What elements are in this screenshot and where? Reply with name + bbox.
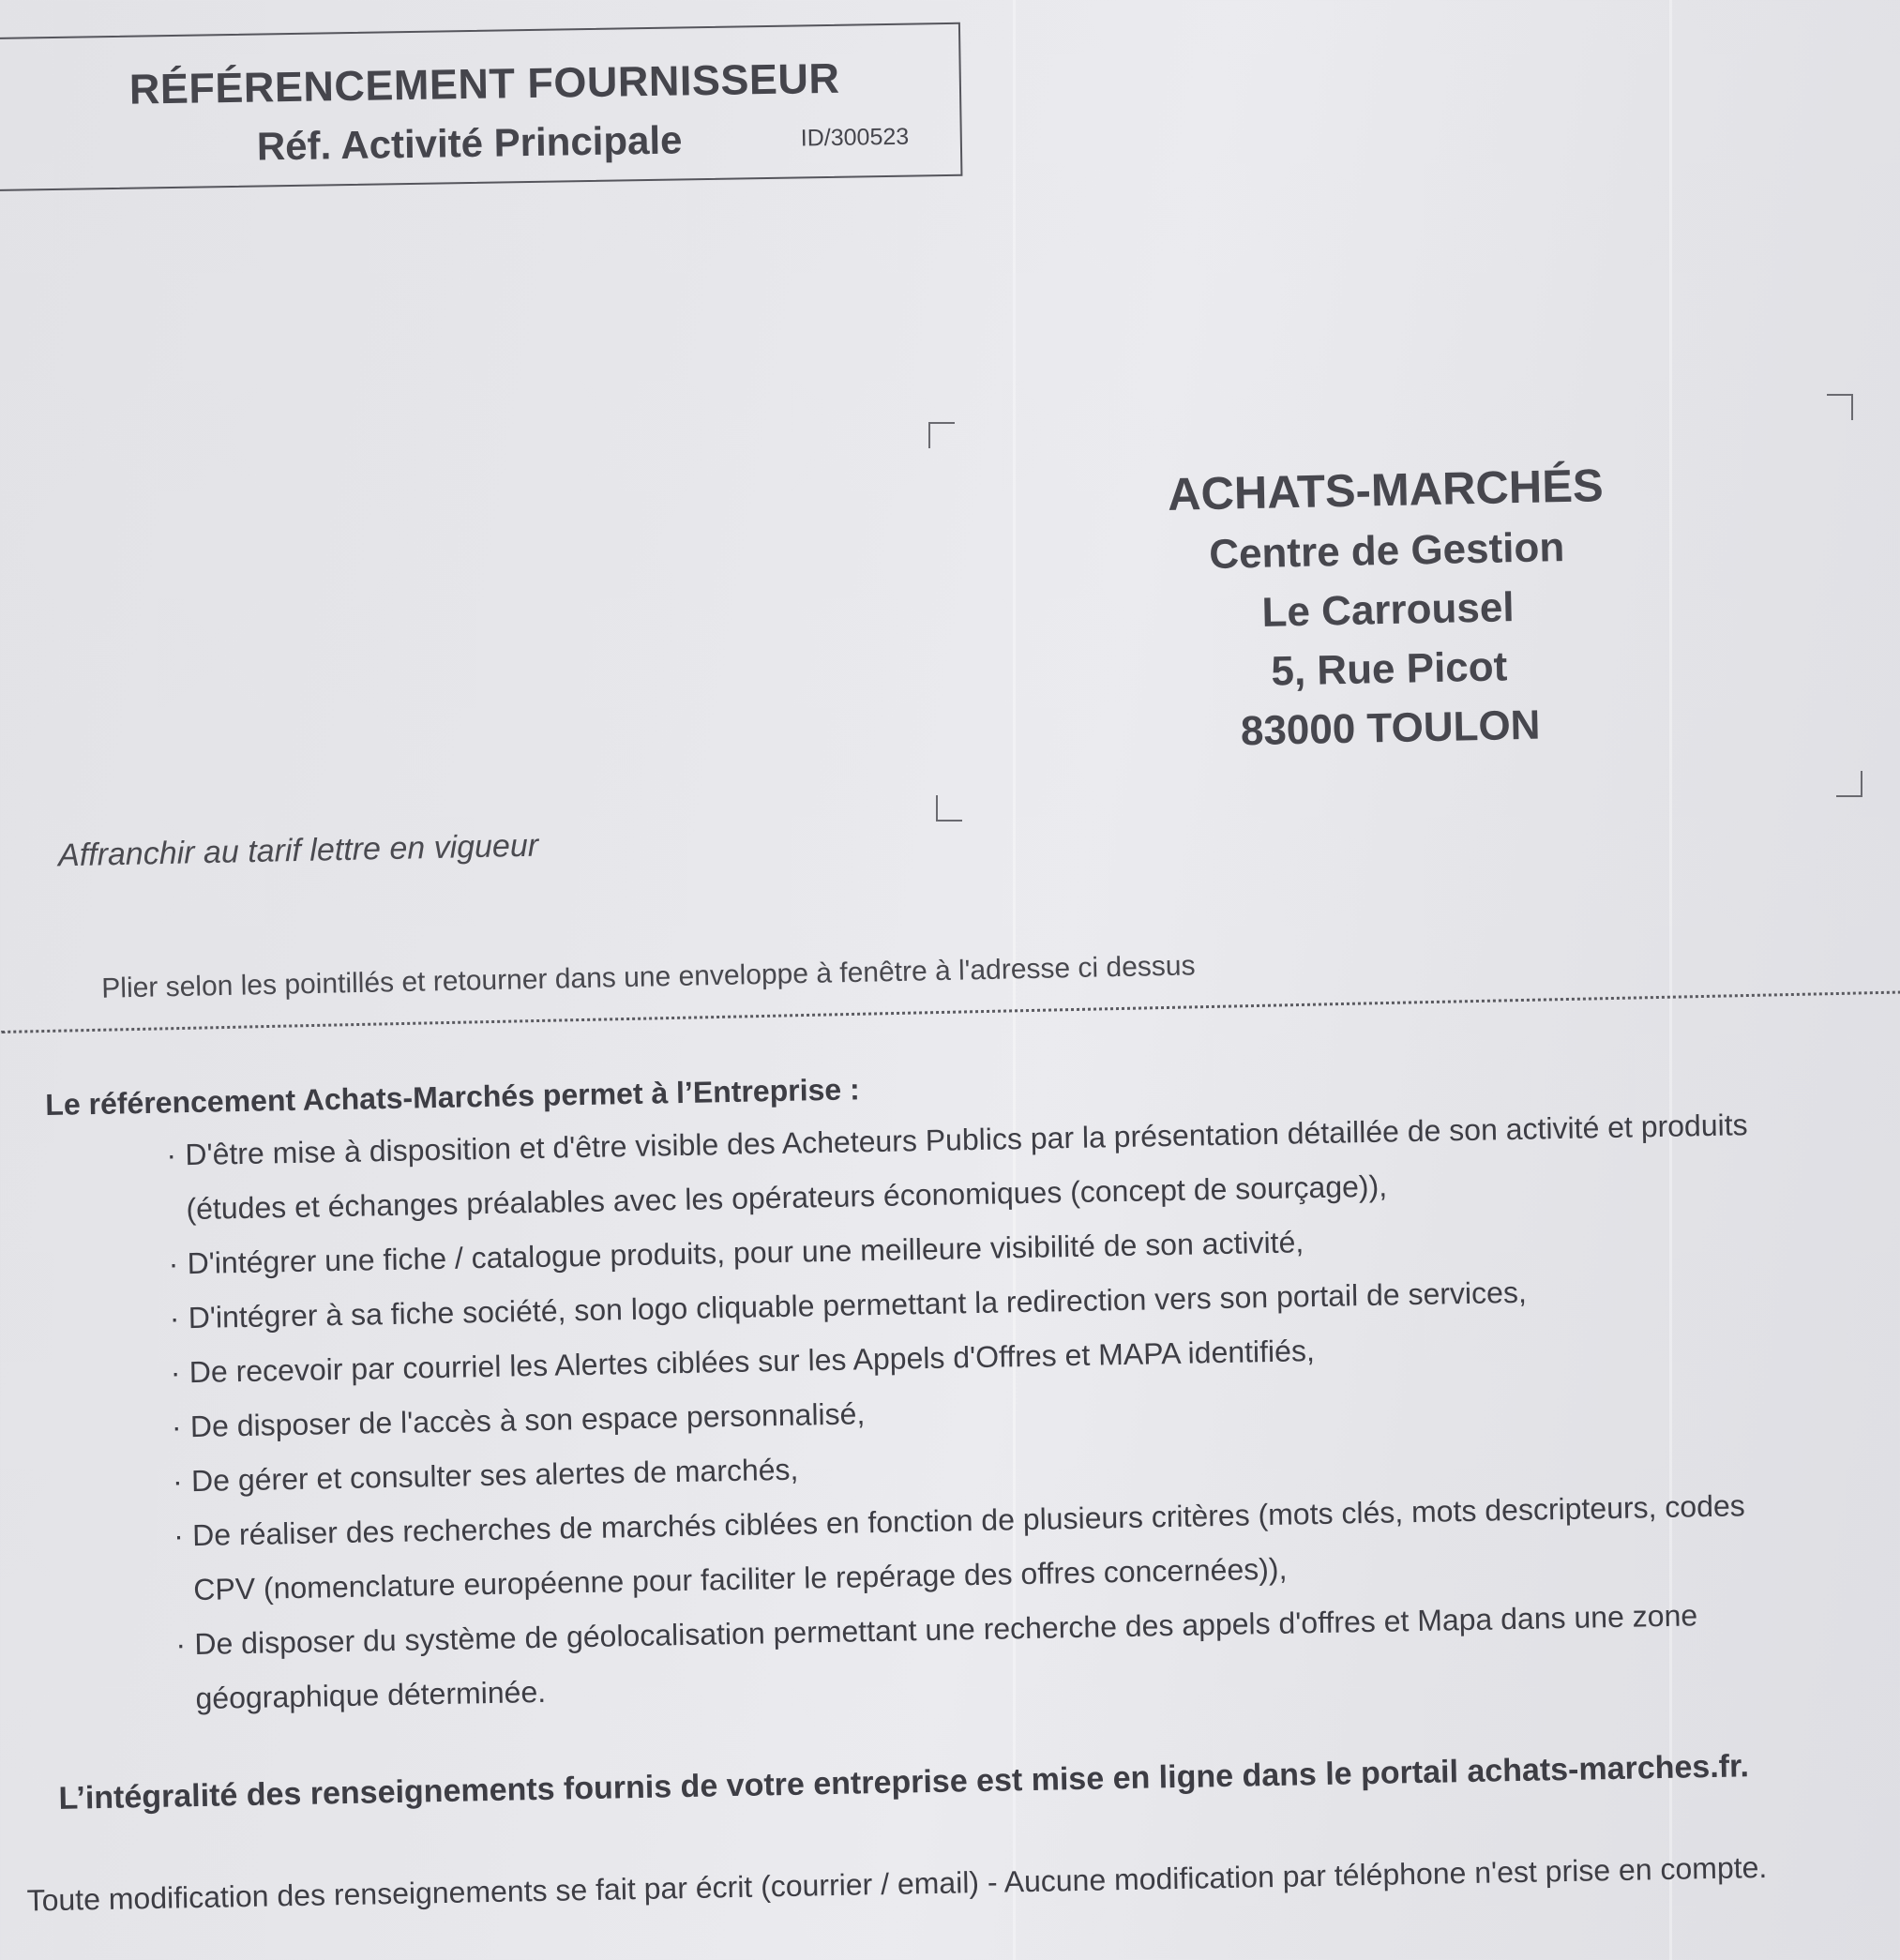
benefit-text: D'intégrer une fiche / catalogue produits, pour une meilleure visibilité de son activité, xyxy=(187,1225,1304,1281)
benefit-text: De recevoir par courriel les Alertes ciblées sur les Appels d'Offres et MAPA identifiés, xyxy=(188,1334,1316,1390)
fold-instruction: Plier selon les pointillés et retourner dans une enveloppe à fenêtre à l'adresse ci dessus xyxy=(100,950,1196,1004)
address-company: ACHATS-MARCHÉS xyxy=(1167,460,1605,520)
benefit-continuation: géographique déterminée. xyxy=(195,1674,547,1716)
benefit-text: De disposer du système de géolocalisation permettant une recherche des appels d'offres et Mapa dans une zone xyxy=(194,1598,1698,1662)
address-line: Centre de Gestion xyxy=(1208,524,1565,578)
benefits-section xyxy=(26,1052,1899,1918)
benefit-text: De disposer de l'accès à son espace personnalisé, xyxy=(189,1396,866,1444)
window-corner-mark-bottom-right xyxy=(1836,771,1862,797)
benefit-text: D'intégrer à sa fiche société, son logo cliquable permettant la redirection vers son portail de services, xyxy=(188,1274,1528,1335)
address-line: 5, Rue Picot xyxy=(1270,643,1508,695)
supplier-reference-header-box xyxy=(0,23,962,191)
benefits-list xyxy=(46,1094,1895,1728)
benefit-continuation: CPV (nomenclature européenne pour faciliter le repérage des offres concernées)), xyxy=(192,1551,1288,1607)
recipient-address-block xyxy=(1104,454,1673,763)
reference-id: ID/300523 xyxy=(800,123,910,152)
benefit-continuation: (études et échanges préalables avec les opérateurs économiques (concept de sourçage)), xyxy=(186,1168,1388,1227)
address-line: 83000 TOULON xyxy=(1240,701,1541,755)
benefit-text: De gérer et consulter ses alertes de marchés, xyxy=(190,1452,799,1499)
postage-note: Affranchir au tarif lettre en vigueur xyxy=(57,827,539,874)
window-corner-mark-top-left xyxy=(928,422,955,448)
benefits-intro: Le référencement Achats-Marchés permet à l’Entreprise : xyxy=(45,1072,860,1122)
window-corner-mark-bottom-left xyxy=(936,795,962,822)
window-corner-mark-top-right xyxy=(1827,394,1853,420)
portal-note: L’intégralité des renseignements fournis de votre entreprise est mise en ligne dans le portail achats-marches.fr. xyxy=(58,1748,1750,1817)
header-subtitle: Réf. Activité Principale xyxy=(256,117,683,169)
header-title: RÉFÉRENCEMENT FOURNISSEUR xyxy=(128,53,840,113)
benefit-text: D'être mise à disposition et d'être visible des Acheteurs Publics par la présentation détaillée de son activité et produits xyxy=(185,1108,1748,1172)
benefit-text: De réaliser des recherches de marchés ciblées en fonction de plusieurs critères (mots clés, mots descripteurs, codes xyxy=(191,1488,1746,1553)
address-line: Le Carrousel xyxy=(1261,584,1515,636)
fold-instruction-area xyxy=(0,935,1900,1032)
modification-note: Toute modification des renseignements se fait par écrit (courrier / email) - Aucune modification par téléphone n'est prise en compte. xyxy=(26,1849,1768,1918)
